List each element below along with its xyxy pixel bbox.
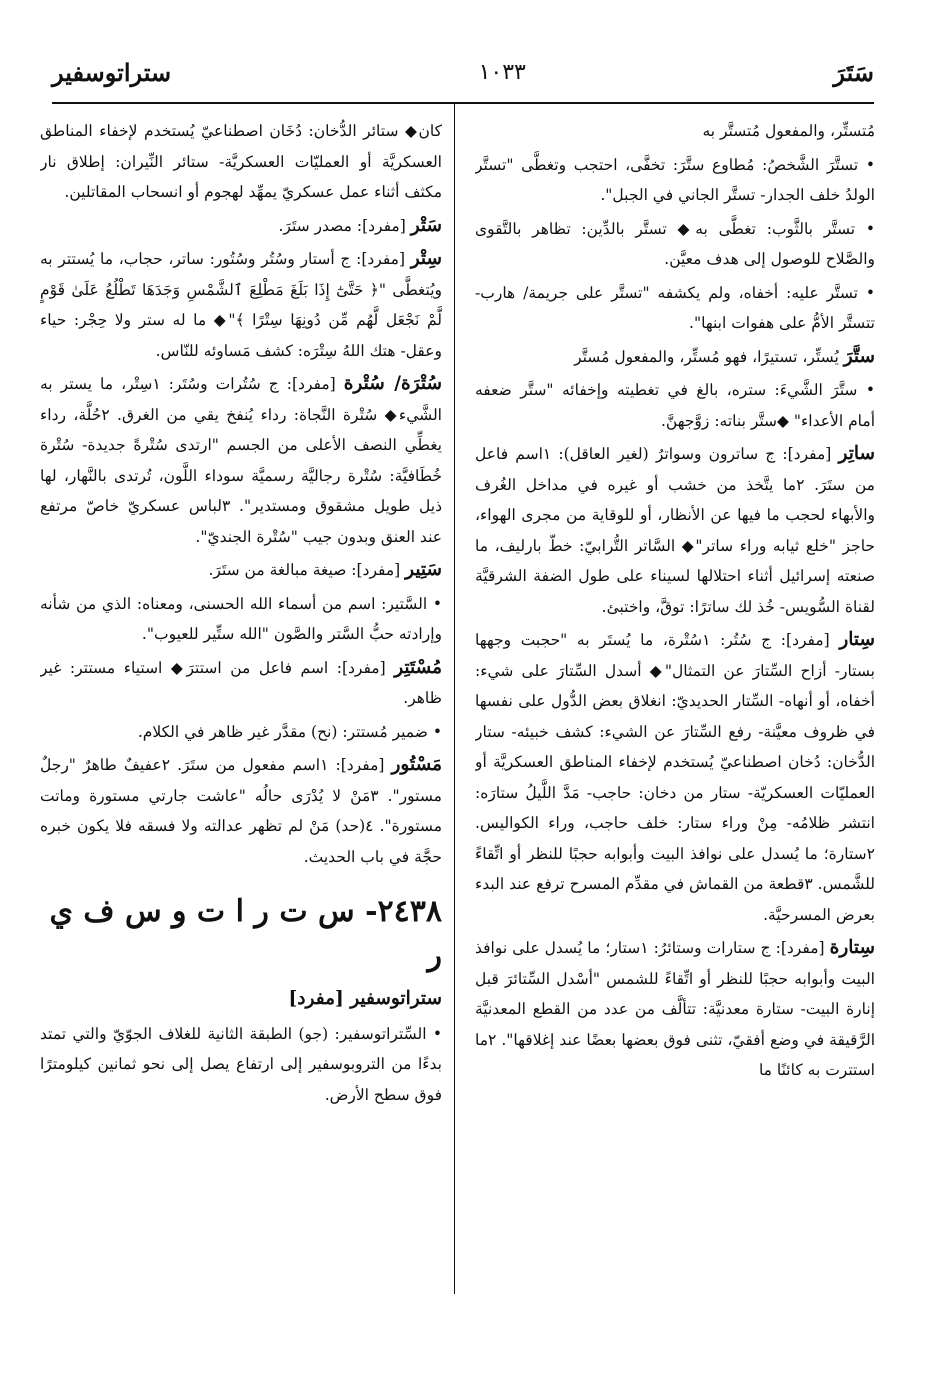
definition-text: [مفرد]: ج سُتُر: ١سُتْرة، ما يُستَر به "حجبت وجهها بستار- أزاح السِّتارَ عن التمثال"◆ أسدل السِّتارَ على شيء: أخفاه، أو أنهاه- السِّتار الحديديّ: انغلاق بعض الدُّول على نفسها في ظروف معيَّنة- رفع السِّتارَ عن الشيء: كشف خبيئه- ستار الدُّخان: دُخان اصطناعيّ يُستخدم لإخفاء المناطق العسكريَّة أو العمليّات العسكريّة- ستار من دخان: حاجب- مَدَّ اللَّيلُ ستارَه: انتشر ظلامُه- مِنْ وراء ستار: خلف حاجب، وراء الكواليس. ٢ستارة؛ ما يُسدل على نوافذ البيت وأبوابه حجبًا للنظر أو اتِّقاءً للشَّمس. ٣قطعة من القماش في مقدِّم المسرح ترفع عند البدء بعرض المسرحيَّة. xyxy=(475,631,875,924)
page-number: ١٠٣٣ xyxy=(478,59,526,85)
definition-text: • ضمير مُستتر: (نح) مقدَّر غير ظاهر في الكلام. xyxy=(137,722,442,741)
entry-paragraph xyxy=(40,555,442,586)
definition-text: • تستَّر عليه: أخفاه، ولم يكشفه "تستَّر على جريمة/ هارب- تتستَّر الأمُّ على هفوات ابنها". xyxy=(475,283,875,332)
entry-paragraph xyxy=(40,244,442,366)
sub-headword: ستراتوسفير [مفرد] xyxy=(288,988,442,1009)
entry-paragraph xyxy=(40,750,442,872)
definition-text: • ستَّرَ الشَّيءَ: ستره، بالغ في تغطيته وإخفائه "ستَّر ضعفه أمام الأعداء" ◆ستَّر بناته: زوَّجهنَّ. xyxy=(475,381,875,430)
header-last-word: ستراتوسفير xyxy=(52,57,172,87)
definition-text: [مفرد]: ج سُتُرات وسُتَر: ١سِتْر، ما يستر به الشَّيء◆ سُتْرة النَّجاة: رداء يُنفخ يقي من الغرق. ٢حُلَّة، رداء يغطِّي النصف الأعلى من الجسم "ارتدى سُتْرةً جديدة- سُتْرة خُطَافيَّة: سُتْرة رجاليَّة رسميَّة سوداء اللَّون، تُرتدى بالنَّهار، لها ذيل طويل مشقوق ومستدير". ٣لباس عسكريّ خاصّ مرتفع عند العنق وبدون جيب "سُتْرة الجنديّ". xyxy=(40,375,442,546)
entry-paragraph xyxy=(475,625,875,930)
definition-text: • السَّتير: اسم من أسماء الله الحسنى، ومعناه: الذي من شأنه وإرادته حبُّ السَّتر والصَّون "الله ستِّير للعيوب". xyxy=(40,594,442,643)
entry-paragraph xyxy=(475,342,875,373)
entry-paragraph xyxy=(475,439,875,622)
headword: سِتْر xyxy=(410,248,442,269)
definition-text: كان◆ ستائر الدُّخان: دُخَان اصطناعيّ يُستخدم لإخفاء المناطق العسكريَّة أو العمليّات العسكريَّة- ستائر النِّيران: إطلاق نار مكثف أثناء عمل عسكريّ يمهِّد لهجوم أو انسحاب المقاتلين. xyxy=(40,122,442,201)
entry-paragraph xyxy=(475,116,875,147)
headword: سَتِير xyxy=(405,559,442,580)
definition-text: [مفرد]: ج ساترون وسواترُ (لغير العاقل): ١اسم فاعل من ستَرَ. ٢ما يتَّخذ من خشب أو غيره في مداخل الغُرف والأبهاء لحجب ما فيها عن الأنظار، أو للوقاية من مجرى الهواء، حاجز "خلع ثيابه وراء ساتر"◆ السَّاتر التُّرابيّ: خطّ بارليف، ما صنعته إسرائيل أثناء احتلالها لسيناء على طول الضفة الشرقيَّة لقناة السُّويس- خُذ لك ساترًا: توقَّ، واختبئ. xyxy=(475,445,875,616)
left-column xyxy=(40,116,442,1296)
definition-text: [مفرد]: مصدر ستَرَ. xyxy=(278,216,411,235)
headword: مَسْتُور xyxy=(391,754,442,775)
headword: سُتْرَة/ سُتْرة xyxy=(343,373,442,394)
definition-text: [مفرد]: ج أستار وسُتُر وسُتُور: ساتر، حجاب، ما يُستتر به ويُتغطَّى "﴿ حَتَّىٰٓ إِذَا بَلَغَ مَطْلِعَ ٱلشَّمْسِ وَجَدَهَا تَطْلُعُ عَلَىٰ قَوْمٍ لَّمْ نَجْعَل لَّهُم مِّن دُونِهَا سِتْرًا ﴾"◆ ما له ستر ولا حِجْر: حياء وعقل- هتك اللهُ سِتْرَه: كشف مَساوئه للنّاس. xyxy=(40,250,442,360)
entry-paragraph xyxy=(40,116,442,208)
definition-text: يُستِّر، تستيرًا، فهو مُستِّر، والمفعول مُستَّر xyxy=(574,347,844,366)
root-entry-heading: ٢٤٣٨- س ت ر ا ت و س ف ي ر xyxy=(49,894,442,973)
headword: سِتار xyxy=(839,629,875,650)
headword: سِتارة xyxy=(829,937,875,958)
definition-text: مُتستِّر، والمفعول مُتستَّر به xyxy=(702,122,875,140)
entry-paragraph xyxy=(40,717,442,748)
entry-paragraph: • السِّتراتوسفير: (جو) الطبقة الثانية للغلاف الجوّيّ والتي تمتد بدءًا من التروبوسفير إلى ارتفاع يصل إلى نحو ثمانين كيلومترًا فوق سطح الأرض. xyxy=(40,1024,442,1104)
entry-paragraph xyxy=(475,933,875,1086)
entry-paragraph xyxy=(475,150,875,211)
headword: مُسْتَتِر xyxy=(394,656,442,678)
definition-text: [مفرد]: ج ستارات وستائرُ: ١ستار؛ ما يُسدل على نوافذ البيت وأبوابه حجبًا للنظر أو اتِّقاءً للشمس "أسْدل السِّتائرَ قبل إنارة البيت- ستارة معدنيَّة: تتألَّف من عدد من القطع المعدنيَّة الرَّقيقة في وضع أفقيّ، تثنى فوق بعضها بعضًا عند إغلاقها". ٢ما استترت به كائنًا ما xyxy=(475,939,875,1079)
entry-paragraph xyxy=(475,214,875,275)
headword: ستَّرَ xyxy=(843,345,875,367)
definition-text: [مفرد]: اسم فاعل من استترَ◆ استياء مستتر: غير ظاهر. xyxy=(40,658,442,707)
entry-paragraph xyxy=(40,211,442,242)
running-header xyxy=(52,52,874,92)
headword: ساتِر xyxy=(838,443,875,464)
header-rule xyxy=(52,102,874,104)
definition-text: [مفرد]: ١اسم مفعول من ستَرَ. ٢عفيفٌ طاهرٌ "رجلٌ مستور". ٣مَنْ لا يُدْرَى حالُه "عاشت جارتي مستورة وماتت مستورة". ٤(حد) مَنْ لم تظهر عدالته ولا فسقه فلا يكون خبره حجَّة في باب الحديث. xyxy=(40,756,442,866)
entry-paragraph xyxy=(475,375,875,436)
right-column xyxy=(475,116,875,1296)
definition-text: • تستَّرَ الشَّخصُ: مُطاوع ستَّرَ: تخفَّى، احتجب وتغطَّى "تستَّر الولدُ خلف الجدار- تستَّر الجاني في الجبل". xyxy=(475,155,875,204)
header-first-word: سَتَرَ xyxy=(833,57,874,87)
entry-paragraph xyxy=(475,278,875,339)
headword: سَتْر xyxy=(410,214,442,236)
entry-paragraph xyxy=(40,369,442,552)
column-divider xyxy=(454,104,455,1294)
entry-paragraph xyxy=(40,653,442,714)
definition-text: [مفرد]: صيغة مبالغة من ستَرَ. xyxy=(208,561,406,579)
entry-paragraph xyxy=(40,589,442,650)
definition-text: • تستَّر بالثَّوب: تغطَّى به◆ تستَّر بالدِّين: تظاهر بالتَّقوى والصَّلاح للوصول إلى هدف معيَّن. xyxy=(475,219,875,268)
